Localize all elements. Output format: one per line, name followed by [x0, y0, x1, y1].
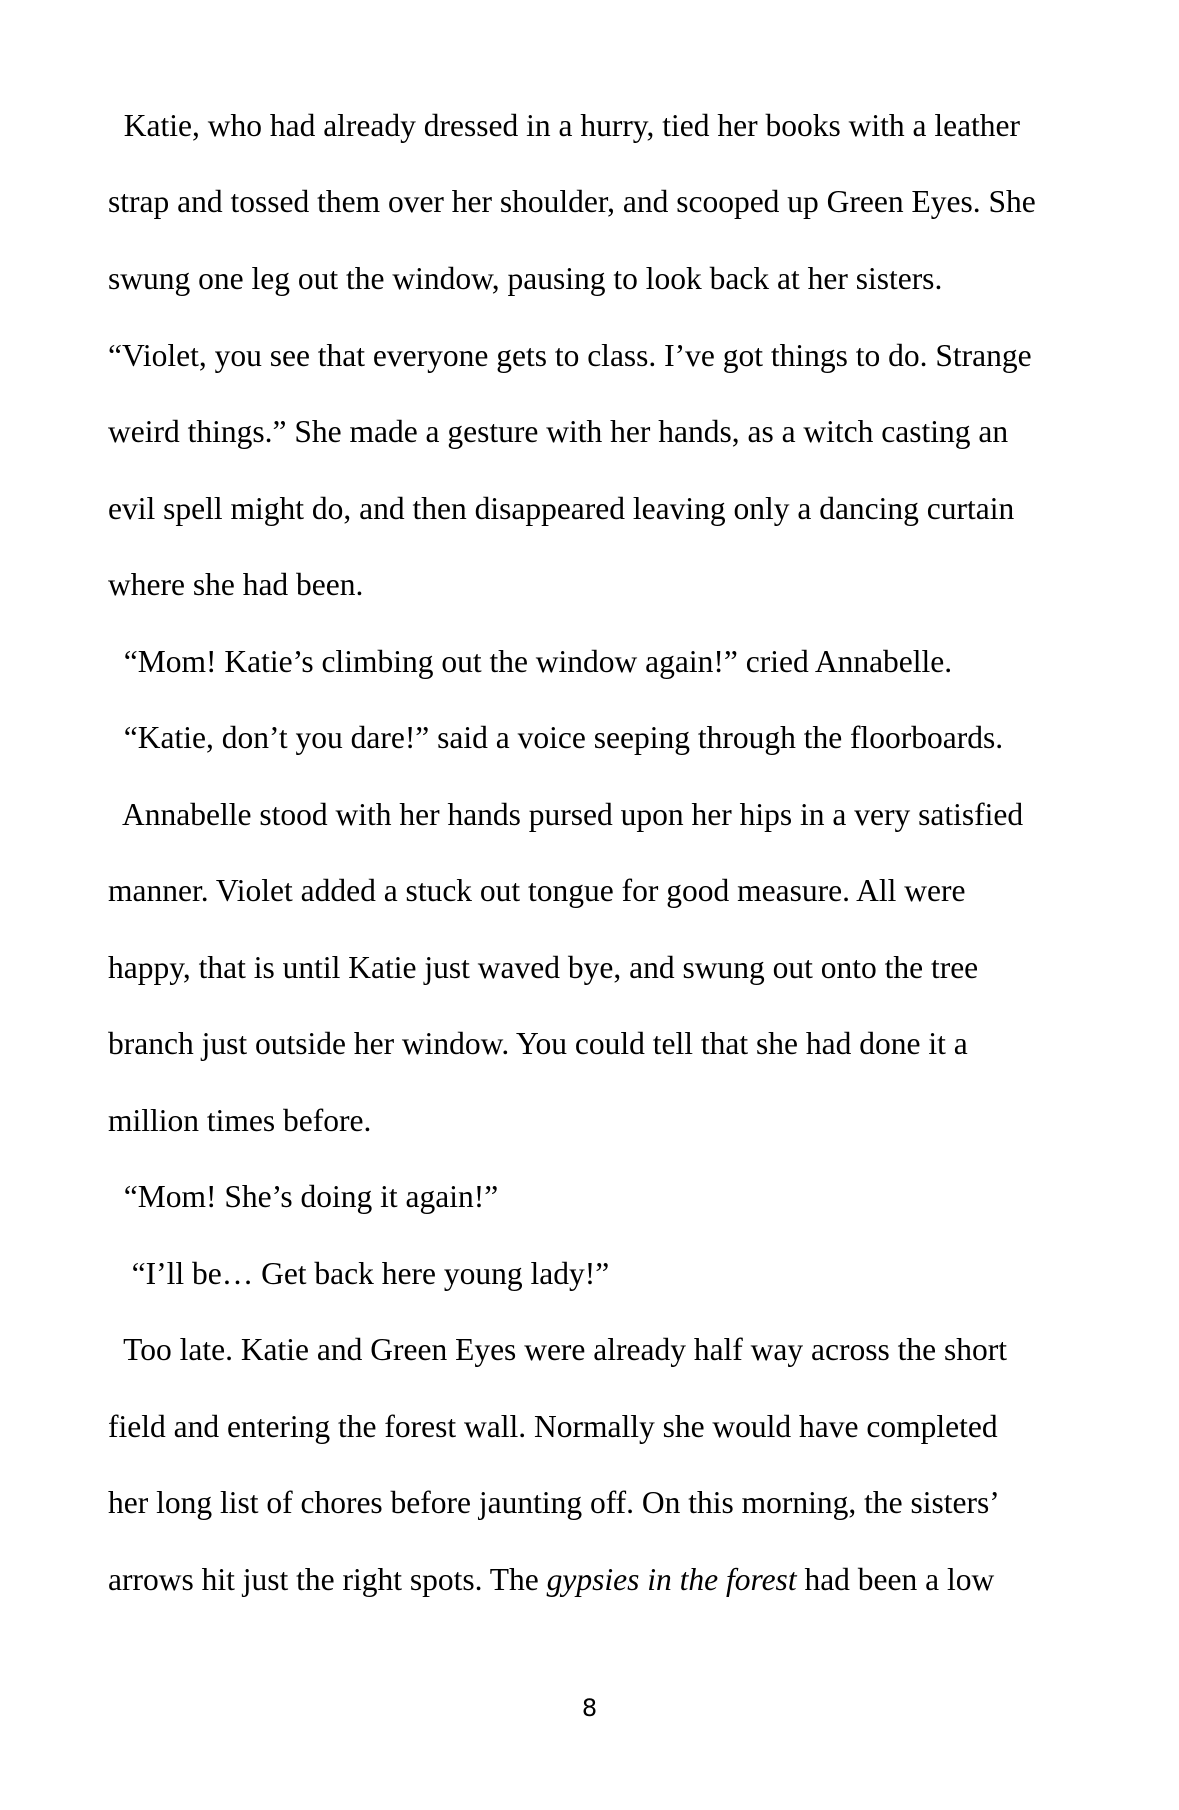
text-line: manner. Violet added a stuck out tongue for good measure. All were	[108, 873, 966, 908]
text-line: strap and tossed them over her shoulder, and scooped up Green Eyes. She	[108, 184, 1036, 219]
text-line: “I’ll be… Get back here young lady!”	[108, 1256, 610, 1291]
text-line: swung one leg out the window, pausing to look back at her sisters.	[108, 261, 943, 296]
text-line-start: arrows hit just the right spots. The	[108, 1562, 547, 1597]
text-line: her long list of chores before jaunting off. On this morning, the sisters’	[108, 1485, 1000, 1520]
text-line: happy, that is until Katie just waved bye, and swung out onto the tree	[108, 950, 979, 985]
text-line-end: had been a low	[796, 1562, 995, 1597]
text-line: Annabelle stood with her hands pursed upon her hips in a very satisfied	[108, 797, 1024, 832]
page-number: 8	[581, 1694, 598, 1722]
text-line: evil spell might do, and then disappeared leaving only a dancing curtain	[108, 491, 1015, 526]
text-line: weird things.” She made a gesture with her hands, as a witch casting an	[108, 414, 1009, 449]
text-line: “Katie, don’t you dare!” said a voice seeping through the floorboards.	[108, 720, 1004, 755]
text-line	[108, 1560, 994, 1600]
text-line: where she had been.	[108, 567, 364, 602]
text-line: “Mom! She’s doing it again!”	[108, 1179, 499, 1214]
text-line: field and entering the forest wall. Normally she would have completed	[108, 1409, 998, 1444]
text-line: Too late. Katie and Green Eyes were already half way across the short	[108, 1332, 1007, 1367]
text-line: branch just outside her window. You could tell that she had done it a	[108, 1026, 968, 1061]
text-line: “Mom! Katie’s climbing out the window again!” cried Annabelle.	[108, 644, 953, 679]
italic-phrase: gypsies in the forest	[546, 1562, 797, 1597]
text-line: Katie, who had already dressed in a hurry, tied her books with a leather	[108, 108, 1021, 143]
text-line: “Violet, you see that everyone gets to class. I’ve got things to do. Strange	[108, 338, 1032, 373]
text-line: million times before.	[108, 1103, 372, 1138]
